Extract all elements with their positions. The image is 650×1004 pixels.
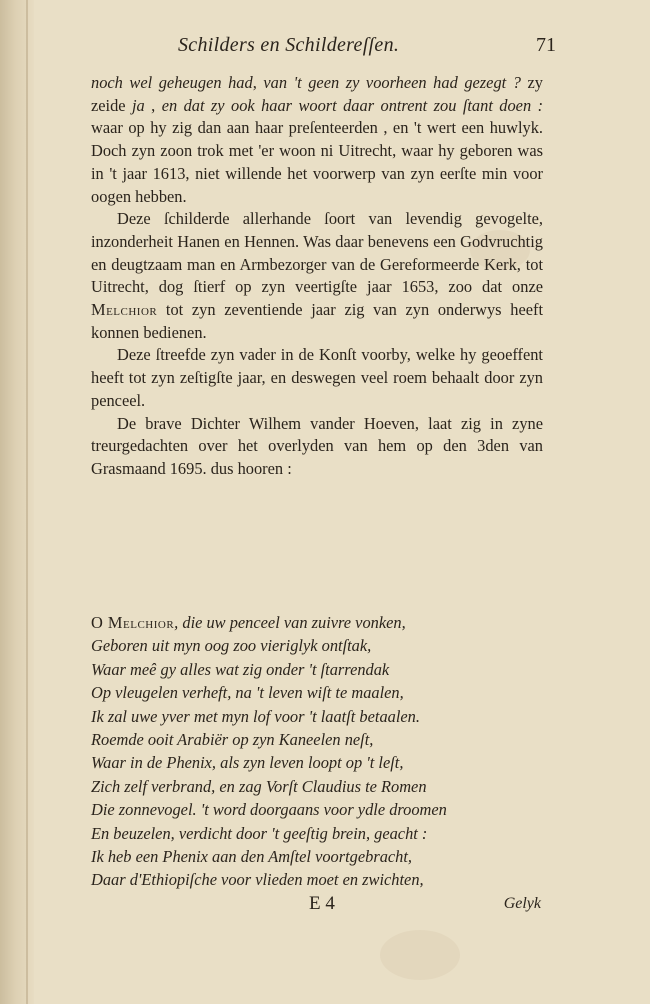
running-title: Schilders en Schildereſſen.	[178, 34, 400, 56]
poem-line: Die zonnevogel. 't word doorgaans voor ydle droomen	[91, 800, 447, 820]
poem-addressee: O Melchior	[91, 613, 175, 632]
catchword: Gelyk	[503, 895, 541, 912]
text-run: tot zyn zeventiende jaar zig van zyn onderwys heeft konnen bedienen.	[91, 300, 543, 342]
text-run: en dat zy ook haar woort daar ontrent zou ſtant doen :	[161, 95, 544, 115]
text-run: ,	[252, 73, 264, 92]
poem-line	[91, 611, 543, 634]
text-run: Deze ſtreefde zyn vader in de Konſt voorby, welke hy geoeffent heeft tot zyn zeſtigſte jaar, en deswegen veel roem behaalt door zyn penceel.	[91, 345, 543, 410]
poem-line: Geboren uit myn oog zoo vieriglyk ontſtak,	[91, 636, 372, 656]
poem-line: Waar in de Phenix, als zyn leven loopt op 't leſt,	[91, 753, 404, 773]
signature-mark: E 4	[309, 893, 335, 914]
poem-line: Roemde ooit Arabiër op zyn Kaneelen neſt,	[91, 730, 374, 750]
text-run: Deze ſchilderde allerhande ſoort van levendig gevogelte, inzonderheit Hanen en Hennen. Was daar benevens een Godvruchtig en deugtzaam man en Armbezorger van de Gereformeerde Kerk, tot Uitrecht, dog ſtierf op zyn veertigſte jaar 1653, zoo dat onze	[91, 209, 543, 297]
poem-line: Waar meê gy alles wat zig onder 't ſtarrendak	[91, 659, 390, 679]
poem-line: Zich zelf verbrand, en zag Vorſt Claudius te Romen	[91, 776, 427, 796]
body-text	[91, 72, 543, 481]
paragraph-3	[91, 344, 543, 412]
text-run: ,	[144, 95, 162, 115]
name-small-caps: Melchior	[91, 300, 158, 320]
text-run: van 't geen zy voorheen had gezegt ?	[263, 73, 521, 92]
book-page	[82, 0, 556, 1004]
running-head	[178, 34, 558, 62]
paragraph-4	[91, 413, 543, 481]
poem-line: En beuzelen, verdicht door 't geeſtig brein, geacht :	[91, 823, 428, 843]
text-run: zy zeide	[91, 73, 543, 115]
text-run: ja	[132, 95, 145, 115]
paragraph-1	[91, 72, 543, 208]
text-run: De brave Dichter Wilhem vander Hoeven, laat zig in zyne treurgedachten over het overlyden van hem op den 3den van Grasmaand 1695. dus hooren :	[91, 413, 543, 478]
book-gutter	[0, 0, 34, 1004]
poem-line: Ik zal uwe yver met myn lof voor 't laatſt betaalen.	[91, 706, 420, 726]
poem-line: Daar d'Ethiopiſche voor vlieden moet en zwichten,	[91, 870, 424, 890]
poem	[91, 611, 543, 892]
poem-line-text: , die uw penceel van zuivre vonken,	[174, 613, 406, 632]
page-footer	[91, 893, 543, 919]
poem-line: Op vleugelen verheft, na 't leven wiſt te maalen,	[91, 683, 404, 703]
page-number: 71	[536, 34, 556, 56]
text-run: waar op hy zig dan aan haar preſenteerden , en 't wert een huwlyk. Doch zyn zoon trok met 'er woon ni Uitrecht, waar hy geboren was in 't jaar 1613, niet willende het voorwerp van zyn eerſte min voor oogen hebben.	[91, 118, 543, 206]
paragraph-2	[91, 208, 543, 344]
text-run: noch wel geheugen had	[91, 73, 253, 92]
poem-line: Ik heb een Phenix aan den Amſtel voortgebracht,	[91, 847, 413, 867]
page-fold-line	[26, 0, 28, 1004]
